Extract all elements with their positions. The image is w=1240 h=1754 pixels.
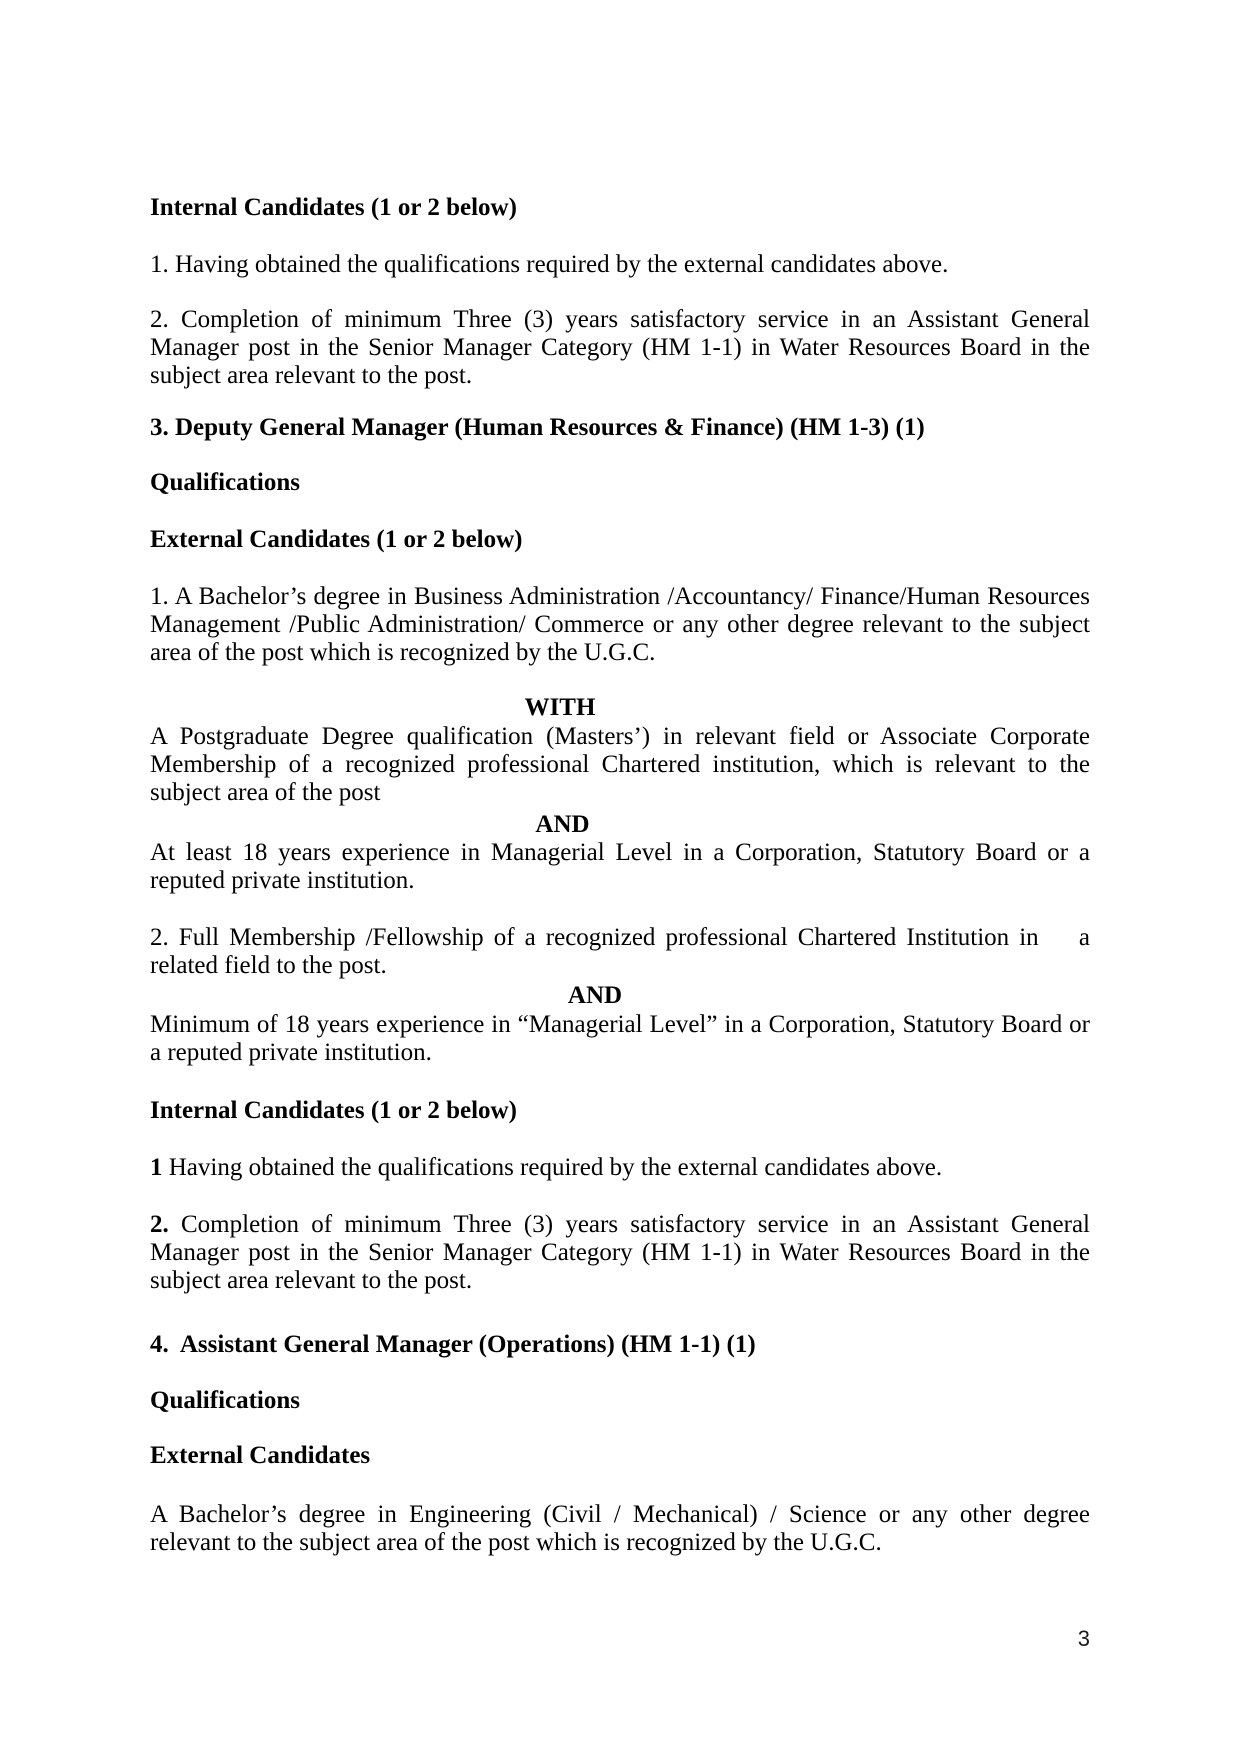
para-postgraduate-degree: A Postgraduate Degree qualification (Masters’) in relevant field or Associate Corporate Membership of a recognized professional Chartered institution, which is relevant to the subject area of the post bbox=[150, 723, 1090, 806]
para-full-membership: 2. Full Membership /Fellowship of a recognized professional Chartered Institution in a related field to the post. bbox=[150, 924, 1097, 979]
list-marker: 1 bbox=[150, 1154, 163, 1181]
para-minimum-18-years: Minimum of 18 years experience in “Managerial Level” in a Corporation, Statutory Board or a reputed private institution. bbox=[150, 1011, 1090, 1066]
heading-internal-candidates-2: Internal Candidates (1 or 2 below) bbox=[150, 1097, 517, 1124]
connector-and-2: AND bbox=[567, 982, 623, 1009]
para-internal2-2 bbox=[150, 1211, 1090, 1295]
para-internal-2: 2. Completion of minimum Three (3) years satisfactory service in an Assistant General Manager post in the Senior Manager Category (HM 1-1) in Water Resources Board in the subject area relevant to the post. bbox=[150, 306, 1090, 389]
heading-external-candidates-2: External Candidates bbox=[150, 1442, 371, 1469]
heading-internal-candidates: Internal Candidates (1 or 2 below) bbox=[150, 194, 517, 221]
paragraph-text: Completion of minimum Three (3) years satisfactory service in an Assistant General Manager post in the Senior Manager Category (HM 1-1) in Water Resources Board in the subject area relevant to the post. bbox=[150, 1211, 1090, 1294]
page-number: 3 bbox=[1077, 1626, 1090, 1651]
heading-external-candidates: External Candidates (1 or 2 below) bbox=[150, 526, 523, 553]
heading-qualifications: Qualifications bbox=[150, 469, 301, 496]
para-internal2-1 bbox=[150, 1154, 1090, 1182]
connector-and-1: AND bbox=[535, 811, 590, 838]
para-external-1-bachelors: 1. A Bachelor’s degree in Business Administration /Accountancy/ Finance/Human Resources Management /Public Administration/ Commerce or any other degree relevant to the subject area of the post which is recognized by the U.G.C. bbox=[150, 583, 1090, 666]
list-marker: 2. bbox=[150, 1211, 169, 1238]
para-internal-1: 1. Having obtained the qualifications required by the external candidates above. bbox=[150, 251, 949, 278]
heading-post-3-dgm-hr-finance: 3. Deputy General Manager (Human Resources & Finance) (HM 1-3) (1) bbox=[150, 414, 925, 441]
para-experience-18-years: At least 18 years experience in Managerial Level in a Corporation, Statutory Board or a reputed private institution. bbox=[150, 839, 1090, 894]
heading-post-4-agm-operations: 4. Assistant General Manager (Operations) (HM 1-1) (1) bbox=[150, 1331, 756, 1358]
connector-with: WITH bbox=[524, 694, 596, 721]
paragraph-text: Having obtained the qualifications required by the external candidates above. bbox=[168, 1154, 943, 1181]
heading-qualifications-2: Qualifications bbox=[150, 1387, 301, 1414]
para-bachelors-engineering: A Bachelor’s degree in Engineering (Civil / Mechanical) / Science or any other degree relevant to the subject area of the post which is recognized by the U.G.C. bbox=[150, 1501, 1090, 1556]
